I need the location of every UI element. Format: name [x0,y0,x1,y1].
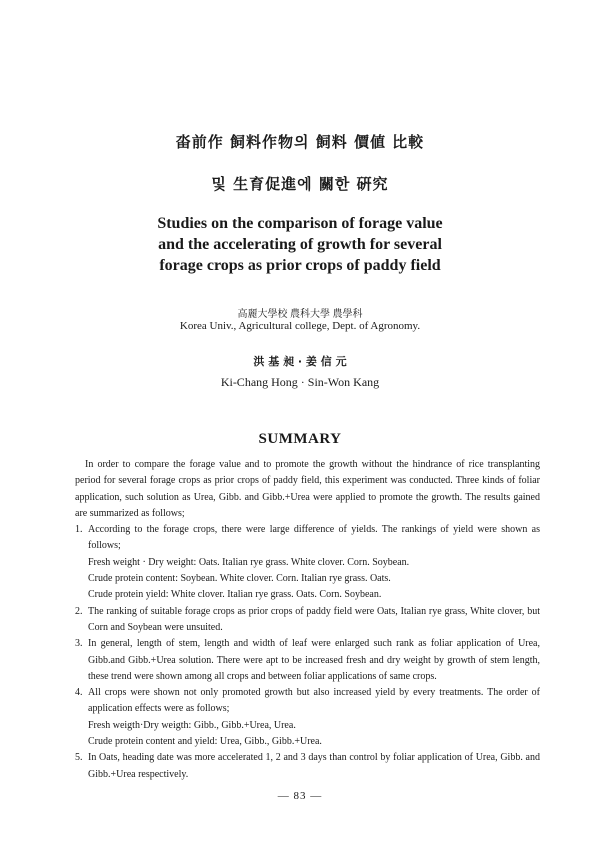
item-number: 2. [75,605,83,617]
item-text: In general, length of stem, length and width of leaf were enlarged such rank as foliar application of Urea, Gibb.and Gibb.+Urea solution. There were apt to be increased fresh and dry weight by growth of stem length, these trend were shown among all crops and between foliar applications of same crops. [88,638,540,682]
summary-item-1 [75,522,540,555]
item-text: All crops were shown not only promoted growth but also increased yield by every treatments. The order of application effects were as follows; [88,687,540,715]
item-1-sub-2: Crude protein content: Soybean. White clover. Corn. Italian rye grass. Oats. [88,573,391,585]
english-title-line-2: and the accelerating of growth for several [158,236,442,253]
affiliation-korean: 高麗大學校 農科大學 農學科 [237,309,363,320]
summary-item-3 [75,636,540,685]
summary-item-2 [75,604,540,637]
authors-english: Ki-Chang Hong · Sin-Won Kang [220,375,380,389]
item-number: 5. [75,752,83,764]
affiliation-english: Korea Univ., Agricultural college, Dept. of Agronomy. [179,320,421,332]
item-4-sub-1: Fresh weigth·Dry weigth: Gibb., Gibb.+Urea, Urea. [88,719,296,731]
item-text: According to the forage crops, there were large difference of yields. The rankings of yield were shown as follows; [88,524,540,552]
korean-title-line-2: 및 生育促進에 關한 硏究 [211,175,389,193]
item-text: In Oats, heading date was more accelerated 1, 2 and 3 days than control by foliar application of Urea, Gibb. and Gibb.+Urea respectively. [88,752,540,780]
english-title-line-1: Studies on the comparison of forage value [157,215,443,232]
item-number: 4. [75,687,83,699]
item-number: 1. [75,524,83,536]
korean-title-line-1: 畓前作 飼料作物의 飼料 價値 比較 [175,133,425,151]
page-number: — 83 — [277,790,323,802]
item-number: 3. [75,638,83,650]
summary-heading: SUMMARY [258,431,342,447]
english-title-line-3: forage crops as prior crops of paddy field [159,257,441,274]
item-4-sub-2: Crude protein content and yield: Urea, Gibb., Gibb.+Urea. [88,736,322,748]
item-1-sub-3: Crude protein yield: White clover. Italian rye grass. Oats. Corn. Soybean. [88,589,382,601]
summary-intro: In order to compare the forage value and to promote the growth without the hindrance of rice transplanting period for several forage crops as prior crops of paddy field, this experiment was conducted. Three kinds of foliar application, such solution as Urea, Gibb. and Gibb.+Urea were applied to promote the growth. The results gained are summarized as follows; [75,459,540,519]
item-text: The ranking of suitable forage crops as prior crops of paddy field were Oats, Italian rye grass, White clover, but Corn and Soybean were unsuited. [88,605,540,633]
summary-item-5 [75,750,540,783]
authors-korean: 洪 基 昶 · 姜 信 元 [253,355,347,368]
summary-item-4 [75,685,540,718]
item-1-sub-1: Fresh weight · Dry weight: Oats. Italian rye grass. White clover. Corn. Soybean. [88,556,410,568]
summary-body [75,457,540,783]
